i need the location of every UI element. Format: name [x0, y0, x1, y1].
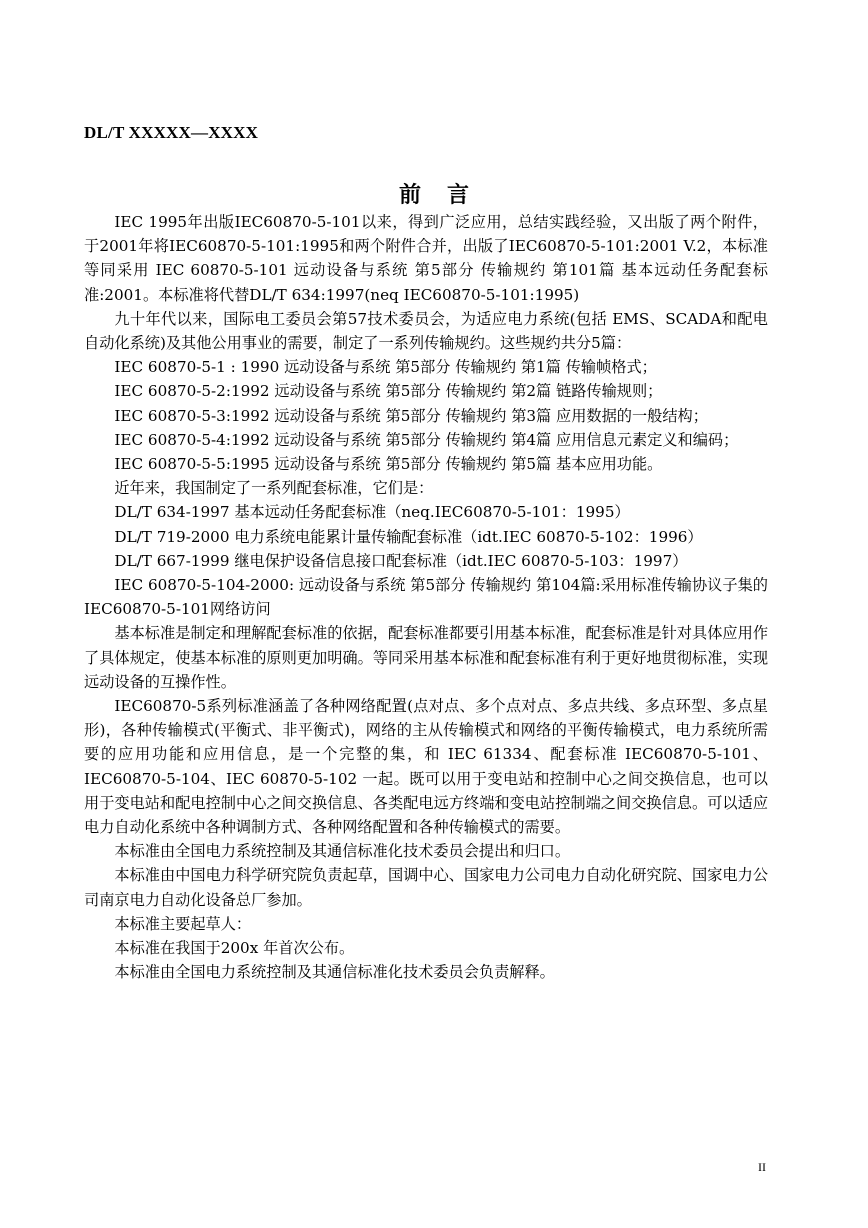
- paragraph: 九十年代以来，国际电工委员会第57技术委员会，为适应电力系统(包括 EMS、SCADA和配电自动化系统)及其他公用事业的需要，制定了一系列传输规约。这些规约共分5篇：: [84, 309, 768, 353]
- list-item: DL/T 667-1999 继电保护设备信息接口配套标准（idt.IEC 60870-5-103：1997）: [114, 551, 688, 570]
- list-item: IEC 60870-5-104-2000: 远动设备与系统 第5部分 传输规约 第104篇:采用标准传输协议子集的IEC60870-5-101网络访问: [84, 576, 768, 619]
- paragraph: 本标准在我国于200x 年首次公布。: [114, 939, 355, 958]
- paragraph: IEC60870-5系列标准涵盖了各种网络配置(点对点、多个点对点、多点共线、多点环型、多点星形)，各种传输模式(平衡式、非平衡式)，网络的主从传输模式和网络的平衡传输模式，电力系统所需要的应用功能和应用信息，是一个完整的集，和 IEC 61334、配套标准 IEC60870-5-101、IEC60870-5-104、IEC 60870-5-102 一起。既可以用于变电站和控制中心之间交换信息，也可以用于变电站和配电控制中心之间交换信息、各类配电远方终端和变电站控制端之间交换信息。可以适应电力自动化系统中各种调制方式、各种网络配置和各种传输模式的需要。: [84, 697, 768, 837]
- list-item: DL/T 719-2000 电力系统电能累计量传输配套标准（idt.IEC 60870-5-102：1996）: [114, 527, 703, 546]
- list-item: DL/T 634-1997 基本远动任务配套标准（neq.IEC60870-5-101：1995）: [114, 503, 630, 522]
- page-title: 前言: [398, 182, 495, 208]
- paragraph: 基本标准是制定和理解配套标准的依据，配套标准都要引用基本标准，配套标准是针对具体应用作了具体规定，使基本标准的原则更加明确。等同采用基本标准和配套标准有利于更好地贯彻标准，实现远动设备的互操作性。: [84, 624, 768, 691]
- paragraph: 本标准由全国电力系统控制及其通信标准化技术委员会负责解释。: [114, 963, 555, 982]
- preface-body: [84, 210, 768, 985]
- page-number: II: [758, 1160, 766, 1174]
- paragraph: 近年来，我国制定了一系列配套标准，它们是：: [114, 479, 434, 498]
- list-item: IEC 60870-5-4:1992 远动设备与系统 第5部分 传输规约 第4篇 应用信息元素定义和编码；: [114, 430, 739, 449]
- list-item: IEC 60870-5-2:1992 远动设备与系统 第5部分 传输规约 第2篇 链路传输规则；: [114, 382, 663, 401]
- standard-code: DL/T XXXXX—XXXX: [84, 123, 259, 142]
- paragraph: 本标准由中国电力科学研究院负责起草，国调中心、国家电力公司电力自动化研究院、国家电力公司南京电力自动化设备总厂参加。: [84, 866, 768, 909]
- list-item: IEC 60870-5-5:1995 远动设备与系统 第5部分 传输规约 第5篇 基本应用功能。: [114, 455, 663, 474]
- list-item: IEC 60870-5-1 : 1990 远动设备与系统 第5部分 传输规约 第1篇 传输帧格式；: [114, 358, 657, 377]
- paragraph: 本标准由全国电力系统控制及其通信标准化技术委员会提出和归口。: [114, 842, 571, 861]
- paragraph: IEC 1995年出版IEC60870-5-101以来，得到广泛应用，总结实践经验，又出版了两个附件，于2001年将IEC60870-5-101:1995和两个附件合并，出版了IEC60870-5-101:2001 V.2，本标准等同采用 IEC 60870-5-101 远动设备与系统 第5部分 传输规约 第101篇 基本远动任务配套标准:2001。本标准将代替DL/T 634:1997(neq IEC60870-5-101:1995): [84, 213, 768, 304]
- paragraph: 本标准主要起草人：: [114, 914, 252, 933]
- list-item: IEC 60870-5-3:1992 远动设备与系统 第5部分 传输规约 第3篇 应用数据的一般结构；: [114, 406, 708, 425]
